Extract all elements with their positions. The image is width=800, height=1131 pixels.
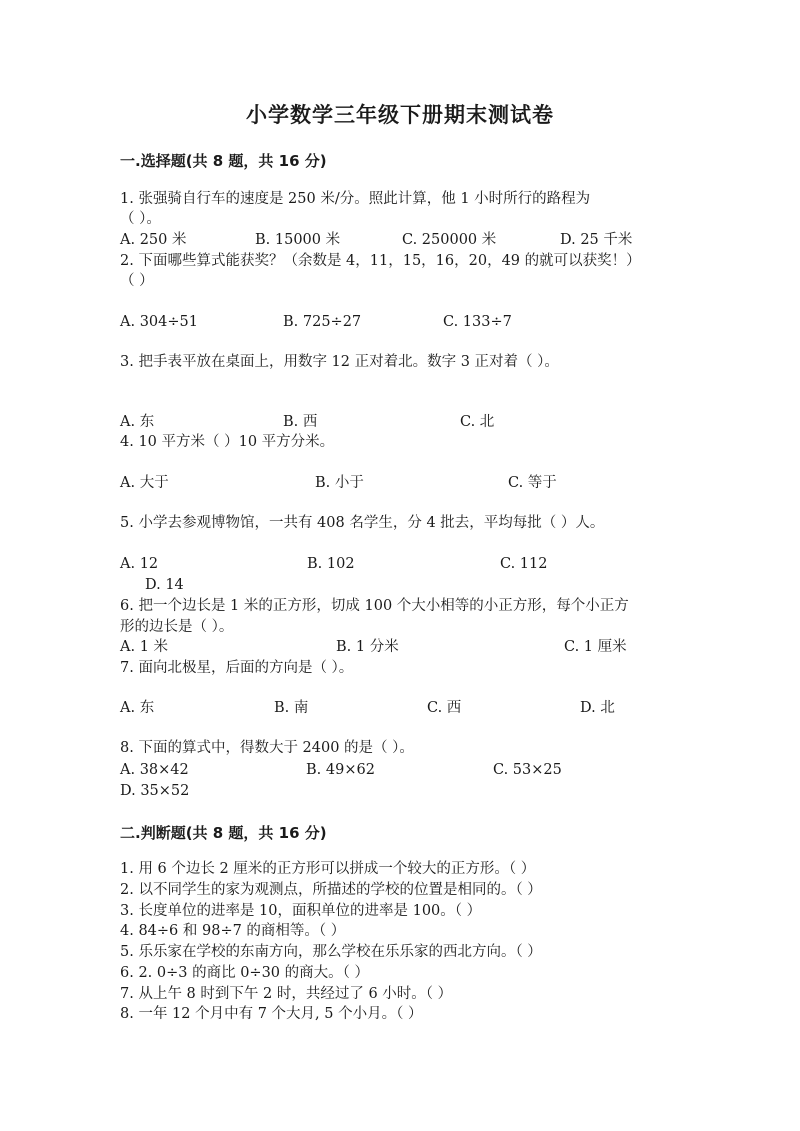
question-5-option-b: B. 102 xyxy=(307,556,355,572)
question-4-option-b: B. 小于 xyxy=(315,475,364,491)
judgment-item-6: 6. 2. 0÷3 的商比 0÷30 的商大。（ ） xyxy=(120,965,369,981)
question-6-option-b: B. 1 分米 xyxy=(336,639,399,655)
question-7-text: 7. 面向北极星，后面的方向是（ ）。 xyxy=(120,660,354,676)
question-8-option-b: B. 49×62 xyxy=(306,762,375,778)
question-5-option-d: D. 14 xyxy=(145,577,184,593)
question-7-option-a: A. 东 xyxy=(120,700,155,716)
question-7-option-c: C. 西 xyxy=(427,700,462,716)
question-5-option-c: C. 112 xyxy=(500,556,548,572)
question-1-text: 1. 张强骑自行车的速度是 250 米/分。照此计算，他 1 小时所行的路程为 xyxy=(120,191,591,207)
judgment-item-4: 4. 84÷6 和 98÷7 的商相等。（ ） xyxy=(120,923,346,939)
question-1-option-b: B. 15000 米 xyxy=(255,232,341,248)
question-3-option-c: C. 北 xyxy=(460,414,495,430)
question-4-option-c: C. 等于 xyxy=(508,475,557,491)
question-5-text: 5. 小学去参观博物馆，一共有 408 名学生，分 4 批去，平均每批（ ）人。 xyxy=(120,515,605,531)
question-3-text: 3. 把手表平放在桌面上，用数字 12 正对着北。数字 3 正对着（ ）。 xyxy=(120,354,559,370)
section-heading-judgment: 二.判断题(共 8 题，共 16 分) xyxy=(120,824,327,842)
question-7-option-d: D. 北 xyxy=(580,700,615,716)
question-3-option-b: B. 西 xyxy=(283,414,318,430)
judgment-item-2: 2. 以不同学生的家为观测点，所描述的学校的位置是相同的。（ ） xyxy=(120,882,542,898)
judgment-item-1: 1. 用 6 个边长 2 厘米的正方形可以拼成一个较大的正方形。（ ） xyxy=(120,861,536,877)
question-6-text-cont: 形的边长是（ ）。 xyxy=(120,619,234,635)
question-2-text-cont: （ ） xyxy=(120,273,154,289)
judgment-item-3: 3. 长度单位的进率是 10，面积单位的进率是 100。（ ） xyxy=(120,903,482,919)
question-8-option-d: D. 35×52 xyxy=(120,783,190,799)
question-5-option-a: A. 12 xyxy=(120,556,159,572)
judgment-item-8: 8. 一年 12 个月中有 7 个大月, 5 个小月。（ ） xyxy=(120,1006,423,1022)
judgment-item-7: 7. 从上午 8 时到下午 2 时，共经过了 6 小时。（ ） xyxy=(120,986,453,1002)
question-6-text: 6. 把一个边长是 1 米的正方形，切成 100 个大小相等的小正方形，每个小正方 xyxy=(120,598,629,614)
question-4-option-a: A. 大于 xyxy=(120,475,169,491)
question-2-text: 2. 下面哪些算式能获奖？（余数是 4，11，15，16，20，49 的就可以获奖！） xyxy=(120,253,641,269)
question-2-option-a: A. 304÷51 xyxy=(120,314,198,330)
question-2-option-c: C. 133÷7 xyxy=(443,314,512,330)
question-1-option-a: A. 250 米 xyxy=(120,232,187,248)
judgment-item-5: 5. 乐乐家在学校的东南方向，那么学校在乐乐家的西北方向。（ ） xyxy=(120,944,542,960)
question-8-option-a: A. 38×42 xyxy=(120,762,189,778)
question-8-option-c: C. 53×25 xyxy=(493,762,562,778)
question-4-text: 4. 10 平方米（ ）10 平方分米。 xyxy=(120,434,335,450)
question-3-option-a: A. 东 xyxy=(120,414,155,430)
question-6-option-c: C. 1 厘米 xyxy=(564,639,627,655)
question-1-option-d: D. 25 千米 xyxy=(560,232,633,248)
question-8-text: 8. 下面的算式中，得数大于 2400 的是（ ）。 xyxy=(120,740,414,756)
question-2-option-b: B. 725÷27 xyxy=(283,314,362,330)
page-title: 小学数学三年级下册期末测试卷 xyxy=(246,103,554,127)
section-heading-choice: 一.选择题(共 8 题，共 16 分) xyxy=(120,152,327,170)
question-1-option-c: C. 250000 米 xyxy=(402,232,497,248)
question-6-option-a: A. 1 米 xyxy=(120,639,169,655)
question-7-option-b: B. 南 xyxy=(274,700,309,716)
question-1-text-cont: （ ）。 xyxy=(120,211,161,227)
